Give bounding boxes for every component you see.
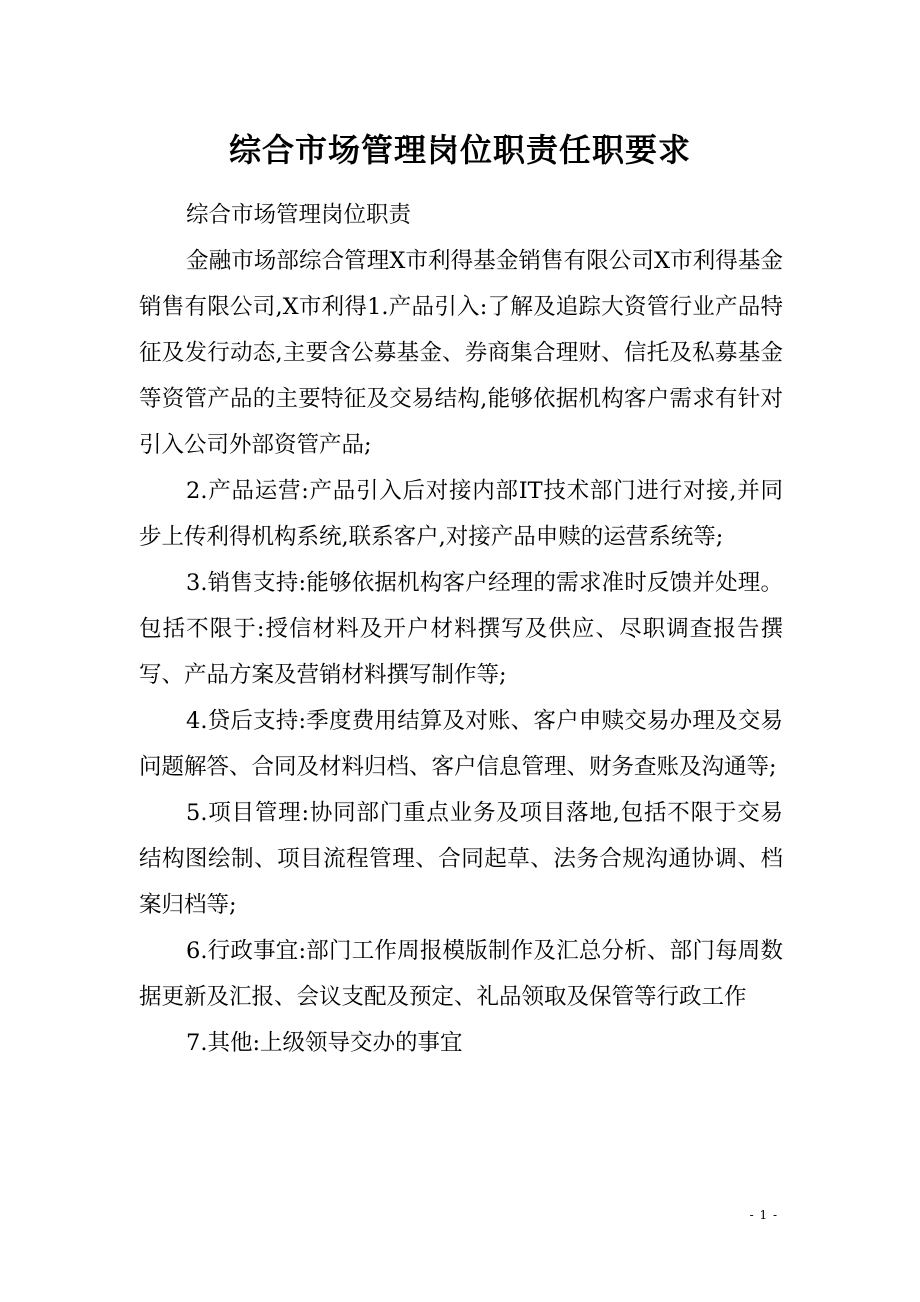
document-title: 综合市场管理岗位职责任职要求	[228, 131, 691, 169]
document-body	[139, 192, 783, 1066]
duty-item-7: 7.其他:上级领导交办的事宜	[186, 1030, 463, 1056]
duty-item-5: 5.项目管理:协同部门重点业务及项目落地,包括不限于交易结构图绘制、项目流程管理、合同起草、法务合规沟通协调、档案归档等;	[139, 800, 783, 918]
duty-item-4: 4.贷后支持:季度费用结算及对账、客户申赎交易办理及交易问题解答、合同及材料归档、客户信息管理、财务查账及沟通等;	[139, 708, 783, 780]
intro-paragraph: 金融市场部综合管理X市利得基金销售有限公司X市利得基金销售有限公司,X市利得1.产品引入:了解及追踪大资管行业产品特征及发行动态,主要含公募基金、券商集合理财、信托及私募基金等资管产品的主要特征及交易结构,能够依据机构客户需求有针对引入公司外部资管产品;	[139, 248, 783, 458]
duty-item-2: 2.产品运营:产品引入后对接内部IT技术部门进行对接,并同步上传利得机构系统,联系客户,对接产品申赎的运营系统等;	[139, 478, 783, 550]
duty-item-3: 3.销售支持:能够依据机构客户经理的需求准时反馈并处理。包括不限于:授信材料及开户材料撰写及供应、尽职调查报告撰写、产品方案及营销材料撰写制作等;	[139, 570, 783, 688]
section-heading: 综合市场管理岗位职责	[186, 202, 412, 228]
duty-item-6: 6.行政事宜:部门工作周报模版制作及汇总分析、部门每周数据更新及汇报、会议支配及预定、礼品领取及保管等行政工作	[139, 938, 783, 1010]
page-number: - 1 -	[749, 1208, 778, 1222]
